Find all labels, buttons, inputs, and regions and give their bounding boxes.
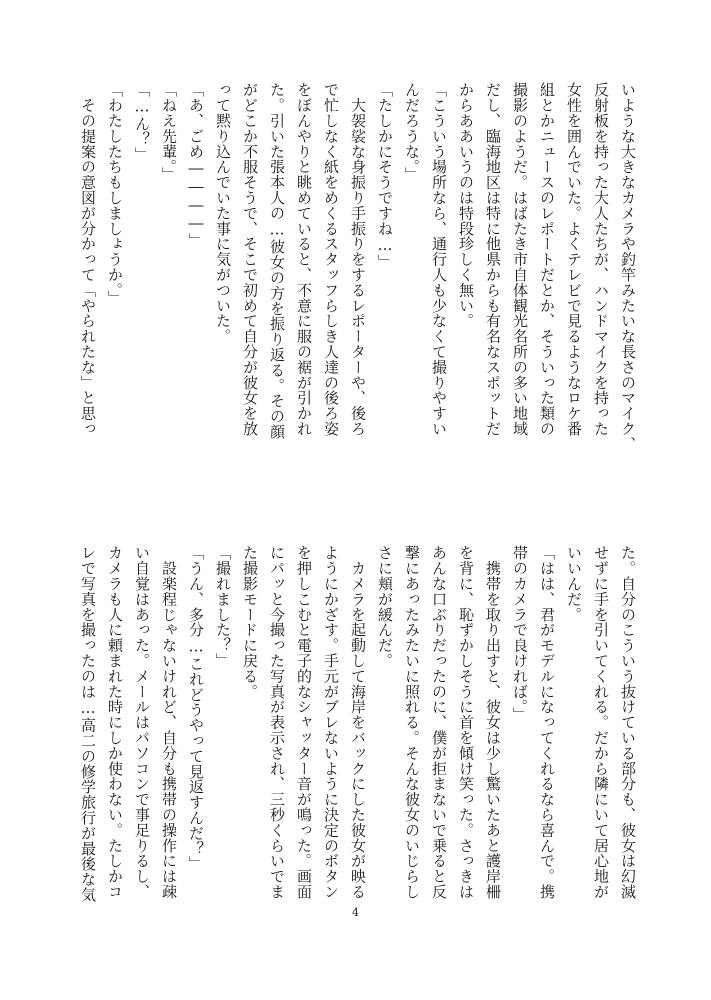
text-column: さに頬が緩んだ。 — [376, 545, 394, 669]
text-column: 「こういう場所なら、通行人も少なくて撮りやすい — [430, 82, 448, 437]
text-column: にパッと今撮った写真が表示され、三秒くらいでま — [268, 545, 286, 900]
text-column: をぼんやりと眺めていると、不意に服の裾が引かれ — [295, 82, 313, 437]
text-column: い自覚はあった。メールはパソコンで事足りるし、 — [133, 545, 151, 900]
text-column: せずに手を引いてくれる。だから隣にいて居心地が — [592, 545, 610, 900]
text-column: 「あ、ごめ――――」 — [187, 82, 205, 248]
text-column: を背に、恥ずかしそうに首を傾け笑った。さっきは — [457, 545, 475, 900]
text-column: いいんだ。 — [565, 545, 583, 622]
text-column: あんな口ぶりだったのに、僕が拒まないで乗ると反 — [430, 545, 448, 900]
text-column: って黙り込んでいた事に気がついた。 — [214, 82, 232, 344]
text-column: 「ねえ先輩。」 — [160, 82, 178, 183]
page-number: 4 — [352, 906, 359, 919]
text-column: その提案の意図が分かって「やられたな」と思っ — [79, 82, 97, 437]
text-column: 携帯を取り出すと、彼女は少し驚いたあと護岸柵 — [484, 545, 502, 900]
text-column: 組とかニュースのレポートだとか、そういった類の — [538, 82, 556, 437]
text-column: レで写真を撮ったのは…高二の修学旅行が最後な気 — [79, 545, 97, 903]
text-column: いような大きなカメラや釣竿みたいな長さのマイク、 — [619, 82, 637, 452]
text-column: からああいうのは特段珍しく無い。 — [457, 82, 475, 329]
text-column: 撃にあったみたいに照れる。そんな彼女のいじらし — [403, 545, 421, 900]
lower-text-block — [79, 545, 641, 903]
text-column: た撮影モードに戻る。 — [241, 545, 259, 699]
text-column: 「撮れました？」 — [214, 545, 232, 669]
text-column: だし、臨海地区は特に他県からも有名なスポットだ — [484, 82, 502, 437]
text-column: 反射板を持った大人たちが、ハンドマイクを持った — [592, 82, 610, 437]
text-column: ようにかざす。手元がブレないように決定のボタン — [322, 545, 340, 900]
text-column: で忙しなく紙をめくるスタッフらしき人達の後ろ姿 — [322, 82, 340, 437]
text-column: 女性を囲んでいた。よくテレビで見るようなロケ番 — [565, 82, 583, 437]
text-column: た。引いた張本人の…彼女の方を振り返る。その顔 — [268, 82, 286, 440]
upper-text-block — [79, 82, 641, 452]
text-column: 大袈裟な身振り手振りをするレポーターや、後ろ — [349, 82, 367, 437]
text-column: 撮影のようだ。はばたき市自体観光名所の多い地域 — [511, 82, 529, 437]
text-column: んだろうな。」 — [403, 82, 421, 183]
text-column: 「うん、多分…これどうやって見返すんだ？」 — [187, 545, 205, 872]
text-column: カメラを起動して海岸をバックにした彼女が映る — [349, 545, 367, 900]
text-column: 「わたしたちもしましょうか。」 — [106, 82, 124, 306]
text-column: た。自分のこういう抜けている部分も、彼女は幻滅 — [619, 545, 637, 900]
text-column: カメラも人に頼まれた時にしか使わない。たしかコ — [106, 545, 124, 900]
text-column: を押しこむと電子的なシャッター音が鳴った。画面 — [295, 545, 313, 900]
text-column: 「はは、君がモデルになってくれるなら喜んで。携 — [538, 545, 556, 900]
text-column: 設楽程じゃないけれど、自分も携帯の操作には疎 — [160, 545, 178, 900]
text-column: 「たしかにそうですね…」 — [376, 82, 394, 270]
text-column: 「…ん？」 — [133, 82, 151, 162]
text-column: 帯のカメラで良ければ。」 — [511, 545, 529, 723]
text-column: がどこか不服そうで、そこで初めて自分が彼女を放 — [241, 82, 259, 437]
